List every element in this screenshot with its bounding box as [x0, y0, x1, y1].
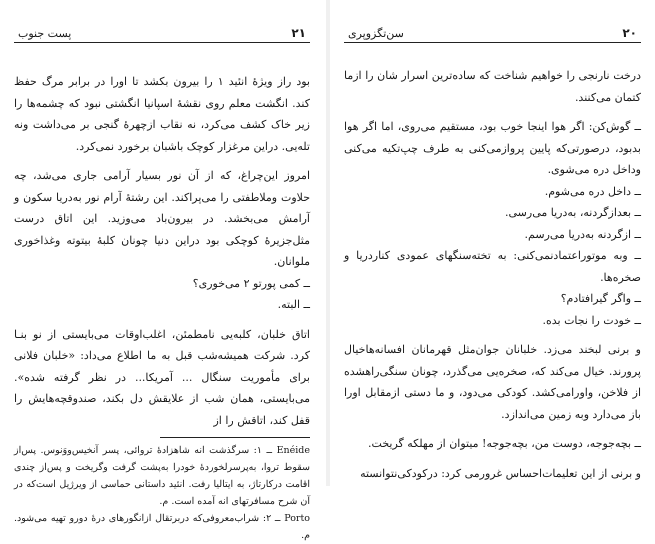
- right-page-number: ۲۰: [622, 26, 637, 40]
- left-running-title: پست جنوب: [18, 27, 72, 40]
- dialogue-line: ــ خودت را نجات بده.: [542, 313, 641, 327]
- dialogue-line: ــ گوش‌کن: اگر هوا اینجا خوب بود، مستقیم می‌روی، اما اگر هوا بدبود، درصورتی‌که پایین پروازمی‌کنی به طرف چپ‌تکیه می‌کنی وداخل دره می‌شوی.: [344, 120, 641, 176]
- dialogue-line: ــ ازگردنه به‌دریا می‌رسم.: [524, 227, 641, 241]
- left-page-header: [14, 26, 310, 43]
- right-running-title: سن‌تگزوپری: [348, 27, 404, 40]
- paragraph: و برنی لبخند می‌زد. خلبانان جوان‌مثل قهرمانان افسانه‌هاخیال پرورند. خیال می‌کند که، صخره‌یی می‌گذرد، چونان سنگی‌راهشده از فلاخن، واورامی‌کشد. کودکی می‌دود، و ما دستی ازمقابل اورا باز می‌دارد وبه زمین می‌اندازد.: [344, 343, 641, 421]
- paragraph: امروز این‌چراغ، که از آن نور بسیار آرامی جاری می‌شد، چه حلاوت وملاطفتی را می‌پراکند. این رشتهٔ آرام نور به‌دریا سکون و آرامش می‌بخشد. در بیرون‌باد می‌وزید. این اتاق درست مثل‌جزیرهٔ کوچکی بود دراین دنیا چونان کلبهٔ بیتوته وغذاخوری ملوانان.: [14, 169, 310, 268]
- left-page-body: [14, 71, 310, 431]
- dialogue-line: ــ وبه موتوراعتمادنمی‌کنی: به تخته‌سنگهای عمودی کناردریا و صخره‌ها.: [344, 249, 641, 284]
- right-page-header: [344, 26, 641, 43]
- paragraph: اتاق خلبان، کلبه‌یی نامطمئن، اغلب‌اوقات می‌بایستی از نو بنـا کرد. شرکت همیشه‌شب قبل به ما اطلاع می‌داد: «خلبان فلانی برای مأموریت سنگال ... آمریکا... در نظر گرفته شده». می‌بایستی، همان شب از علایقش دل بکند، صندوقچه‌هایش را قفل کند، اتاقش را از: [14, 327, 310, 427]
- left-page-number: ۲۱: [291, 26, 306, 40]
- dialogue-line: ــ البته.: [277, 298, 310, 311]
- footnote-rule: [160, 437, 310, 438]
- footnotes: [14, 442, 310, 544]
- footnote: Porto ــ ۲: شراب‌معروفی‌که دربرتقال ازانگورهای درهٔ دورو تهیه می‌شود. م.: [14, 513, 310, 541]
- footnote: Enéide ــ ۱: سرگذشت انه شاهزادهٔ تروائی، پسر آنخیس‌ووَنوس. پس‌از سقوط تروا، به‌پرسرلخوردهٔ خودرا به‌پشت گرفت وگریخت و پس‌از چندی اقامت درکارتاژ، به ایتالیا رفت. انئید داستانی حماسی از ویرژیل است‌که در آن شرح مسافرتهای انه آمده است. م.: [14, 445, 310, 507]
- dialogue-line: ــ بچه‌جوجه، دوست من، بچه‌جوجه! میتوان از مهلکه گریخت.: [368, 437, 641, 450]
- paragraph: درخت نارنجی را خواهیم شناخت که ساده‌ترین اسرار شان را ازما کتمان می‌کنند.: [344, 69, 641, 104]
- dialogue-line: ــ کمی پورتو ۲ می‌خوری؟: [192, 276, 310, 290]
- page-gutter: [326, 0, 330, 486]
- paragraph: و برنی از این تعلیمات‌احساس غرورمی کرد: درکودکی‌نتوانسته: [360, 466, 641, 480]
- left-page: [0, 0, 322, 541]
- right-page: [334, 0, 655, 486]
- right-page-body: [344, 65, 641, 484]
- dialogue-line: ــ بعدازگردنه، به‌دریا می‌رسی.: [505, 206, 641, 219]
- dialogue-line: ــ واگر گیرافتادم؟: [560, 292, 641, 305]
- dialogue-line: ــ داخل دره می‌شوم.: [544, 184, 641, 198]
- paragraph: بود راز ویژهٔ انئید ۱ را بیرون بکشد تا اورا در برابر مرگ حفظ کند. انگشت معلم روی نقشهٔ اسپانیا انگشتی نبود که چشمه‌ها را زیر خاک کشف می‌کرد، نه نقاب ازچهرهٔ گنجی بر می‌داشت ونه تله‌یی. دراین مرغزار کوچک باشبان برخورد نمی‌کرد.: [14, 75, 310, 153]
